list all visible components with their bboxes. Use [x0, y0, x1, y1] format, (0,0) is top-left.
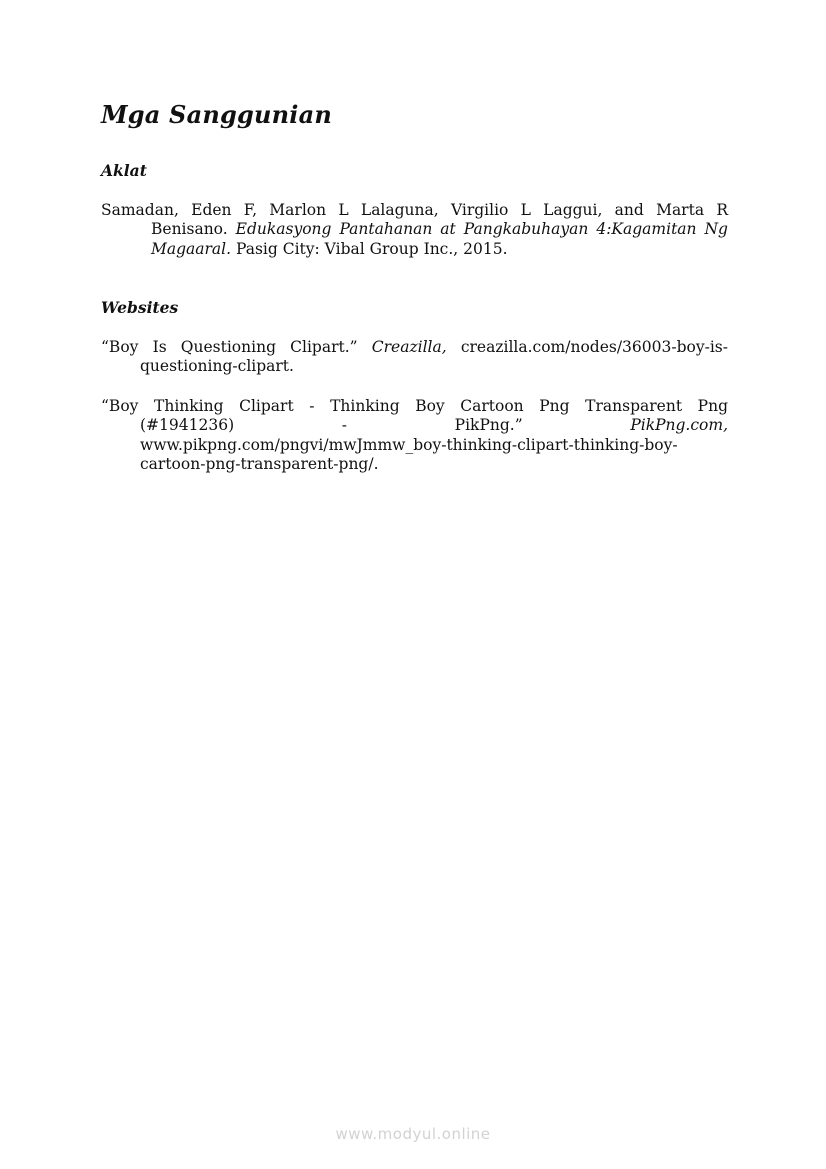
reference-book-1 [101, 201, 728, 259]
section-heading-books: Aklat [101, 161, 147, 180]
reference-publisher: Pasig City: Vibal Group Inc., 2015. [236, 239, 508, 258]
reference-site-name: PikPng.com, [630, 416, 728, 435]
reference-website-2 [101, 397, 728, 475]
reference-web-title: “Boy Thinking Clipart - Thinking Boy Cartoon Png Transparent Png (#1941236) - PikPng.” [101, 397, 728, 435]
reference-website-1 [101, 338, 728, 377]
page-title: Mga Sanggunian [101, 100, 332, 129]
reference-site-name: Creazilla, [371, 338, 447, 356]
reference-book-title: Edukasyong Pantahanan at Pangkabuhayan 4:Kagamitan Ng Magaaral. [151, 220, 728, 258]
reference-url: www.pikpng.com/pngvi/mwJmmw_boy-thinking-clipart-thinking-boy-cartoon-png-transparent-png/. [140, 435, 678, 474]
reference-url: creazilla.com/nodes/36003-boy-is-questioning-clipart. [140, 338, 728, 376]
watermark: www.modyul.online [335, 1125, 491, 1143]
reference-web-title: “Boy Is Questioning Clipart.” [101, 338, 358, 356]
reference-authors: Samadan, Eden F, Marlon L Lalaguna, Virgilio L Laggui, and Marta R Benisano. [101, 201, 728, 239]
section-heading-websites: Websites [101, 298, 179, 317]
